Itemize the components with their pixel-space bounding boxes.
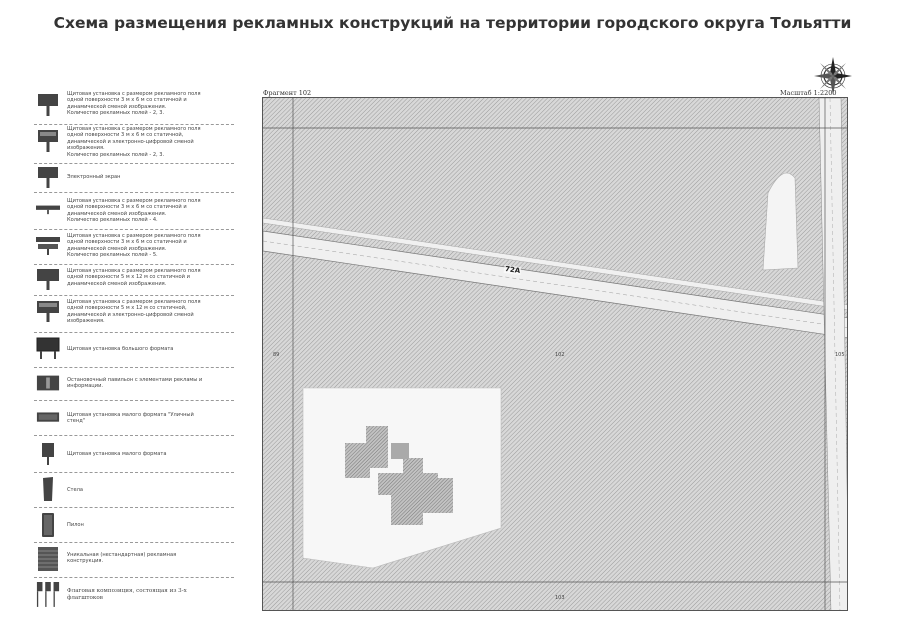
legend-item: Стела <box>34 473 234 508</box>
grid-label-center: 102 <box>555 352 565 358</box>
legend-item: Щитовая установка с размером рекламного поля одной поверхности 3 м х 6 м со статичной, динамической и электронно-цифровой сменой изображения. Количество рекламных полей - 2, 3. <box>34 125 234 164</box>
legend-item: Щитовая установка с размером рекламного поля одной поверхности 5 м х 12 м со статичной, динамической и электронно-цифровой сменой изображения. <box>34 296 234 333</box>
billboard-digital-icon <box>36 128 60 152</box>
pylon-icon <box>36 512 60 538</box>
legend-item: Щитовая установка большого формата <box>34 333 234 368</box>
grid-label-bottom: 103 <box>555 595 565 601</box>
legend-item: Пилон <box>34 508 234 543</box>
legend-item: Остановочный павильон с элементами рекламы и информации. <box>34 368 234 401</box>
legend-item: Щитовая установка с размером рекламного поля одной поверхности 3 м х 6 м со статичной и динамической сменой изображения. Количество рекламных полей - 5. <box>34 230 234 265</box>
large-format-billboard-icon <box>36 337 60 359</box>
grid-label-right: 105 <box>835 352 845 358</box>
legend-item: Щитовая установка с размером рекламного поля одной поверхности 5 м х 12 м со статичной и динамической сменой изображения. <box>34 265 234 296</box>
map-fragment[interactable] <box>262 97 848 611</box>
legend-item: Щитовая установка малого формата <box>34 436 234 473</box>
electronic-screen-icon <box>36 166 60 188</box>
scale-label: Масштаб 1:2200 <box>780 89 837 97</box>
billboard-icon <box>36 92 60 116</box>
legend-item: Уникальная (нестандартная) рекламная конструкция. <box>34 543 234 578</box>
legend-item: Щитовая установка малого формата "Уличный стенд" <box>34 401 234 436</box>
road-label: 72А <box>504 264 521 276</box>
billboard-5-fields-icon <box>36 235 60 255</box>
bus-stop-pavilion-icon <box>36 374 60 392</box>
billboard-5x12-icon <box>36 268 60 290</box>
street-stand-icon <box>36 411 60 425</box>
grid-label-left: 89 <box>273 352 280 358</box>
unique-construction-icon <box>36 546 60 572</box>
flag-composition-icon <box>36 580 60 608</box>
legend-item: Электронный экран <box>34 164 234 193</box>
legend-item: Щитовая установка с размером рекламного поля одной поверхности 3 м х 6 м со статичной и динамической сменой изображения. Количество рекламных полей - 4. <box>34 193 234 230</box>
small-format-billboard-icon <box>36 441 60 465</box>
map-title: Схема размещения рекламных конструкций на территории городского округа Тольятти <box>53 14 852 32</box>
stele-icon <box>36 476 60 502</box>
billboard-4-fields-icon <box>36 203 60 215</box>
legend-item: Флаговая композиция, состоящая из 3-х флагштоков <box>34 578 234 612</box>
legend-item: Щитовая установка с размером рекламного поля одной поверхности 3 м х 6 м со статичной и динамической сменой изображения. Количество рекламных полей - 2, 3. <box>34 90 234 125</box>
fragment-label: Фрагмент 102 <box>263 89 312 97</box>
billboard-5x12-digital-icon <box>36 300 60 322</box>
